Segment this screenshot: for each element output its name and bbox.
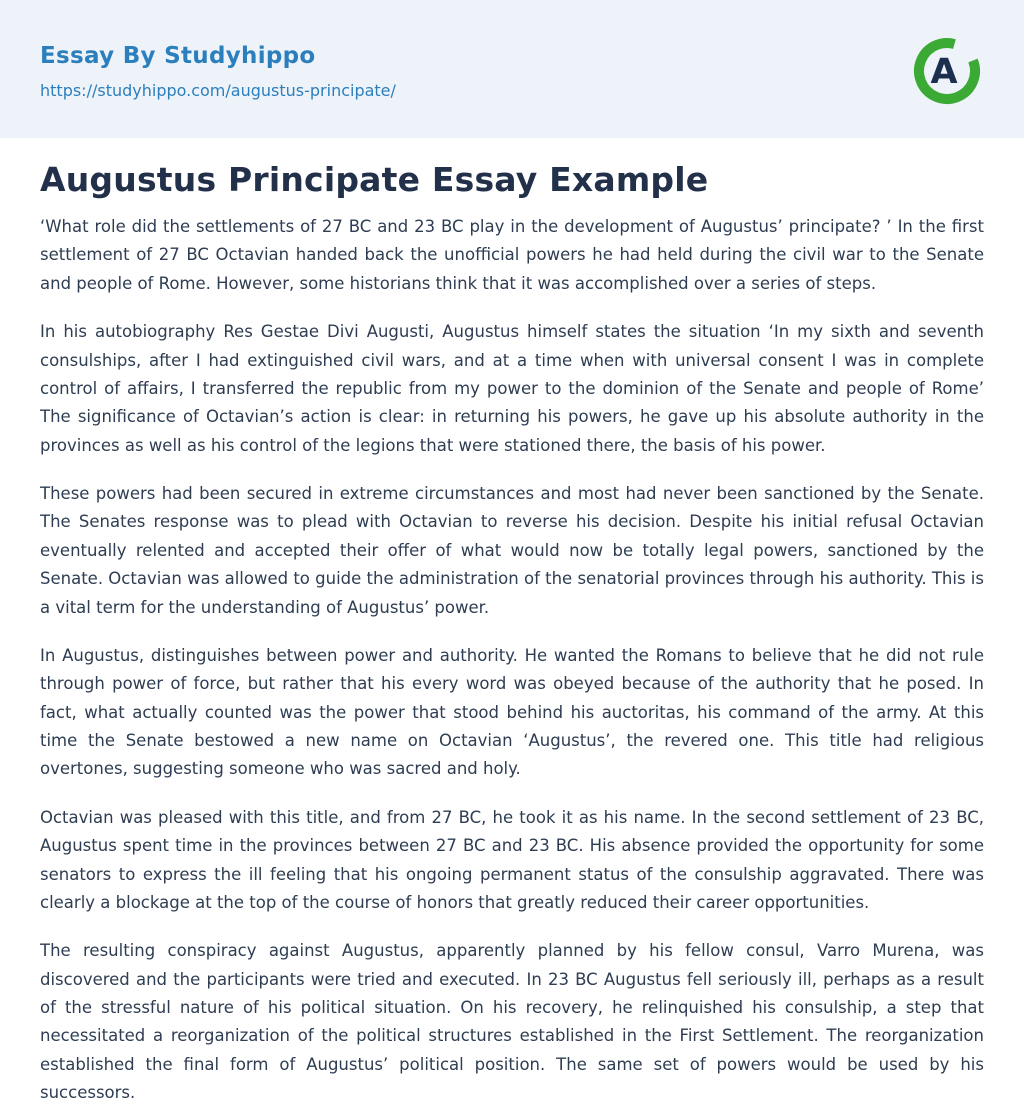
header-text-block xyxy=(40,43,396,100)
logo-letter: A xyxy=(930,52,958,92)
essay-title: Augustus Principate Essay Example xyxy=(40,160,709,199)
page-url-link[interactable]: https://studyhippo.com/augustus-principate/ xyxy=(40,80,396,100)
essay-paragraph: ‘What role did the settlements of 27 BC and 23 BC play in the development of Augustus’ principate? ’ In the first settlement of 27 BC Octavian handed back the unofficial powers he had held during the civil war to the Senate and people of Rome. However, some historians think that it was accomplished over a series of steps. xyxy=(40,217,984,293)
logo-a-icon xyxy=(910,34,984,108)
essay-paragraph: In Augustus, distinguishes between power and authority. He wanted the Romans to believe that he did not rule through power of force, but rather that his every word was obeyed because of the authority that he posed. In fact, what actually counted was the power that stood behind his auctoritas, his command of the army. At this time the Senate bestowed a new name on Octavian ‘Augustus’, the revered one. This title had religious overtones, suggesting someone who was sacred and holy. xyxy=(40,645,984,779)
essay-paragraph: These powers had been secured in extreme circumstances and most had never been sanctioned by the Senate. The Senates response was to plead with Octavian to reverse his decision. Despite his initial refusal Octavian eventually relented and accepted their offer of what would now be totally legal powers, sanctioned by the Senate. Octavian was allowed to guide the administration of the senatorial provinces through his authority. This is a vital term for the understanding of Augustus’ power. xyxy=(40,484,984,617)
studyhippo-logo[interactable] xyxy=(910,34,984,108)
essay-article xyxy=(0,138,1024,1108)
site-link[interactable]: Essay By Studyhippo xyxy=(40,42,316,69)
essay-paragraph: In his autobiography Res Gestae Divi Augusti, Augustus himself states the situation ‘In my sixth and seventh consulships, after I had extinguished civil wars, and at a time when with universal consent I was in complete control of affairs, I transferred the republic from my power to the dominion of the Senate and people of Rome’ The significance of Octavian’s action is clear: in returning his powers, he gave up his absolute authority in the provinces as well as his control of the legions that were stationed there, the basis of his power. xyxy=(40,322,984,455)
essay-paragraph: Octavian was pleased with this title, and from 27 BC, he took it as his name. In the second settlement of 23 BC, Augustus spent time in the provinces between 27 BC and 23 BC. His absence provided the opportunity for some senators to express the ill feeling that his ongoing permanent status of the consulship aggravated. There was clearly a blockage at the top of the course of honors that greatly reduced their career opportunities. xyxy=(40,807,984,912)
essay-paragraph: The resulting conspiracy against Augustus, apparently planned by his fellow consul, Varro Murena, was discovered and the participants were tried and executed. In 23 BC Augustus fell seriously ill, perhaps as a result of the stressful nature of his political situation. On his recovery, he relinquished his consulship, a step that necessitated a reorganization of the political structures established in the First Settlement. The reorganization established the final form of Augustus’ political position. The same set of powers would be used by his successors. xyxy=(40,941,984,1103)
page-header xyxy=(0,0,1024,138)
